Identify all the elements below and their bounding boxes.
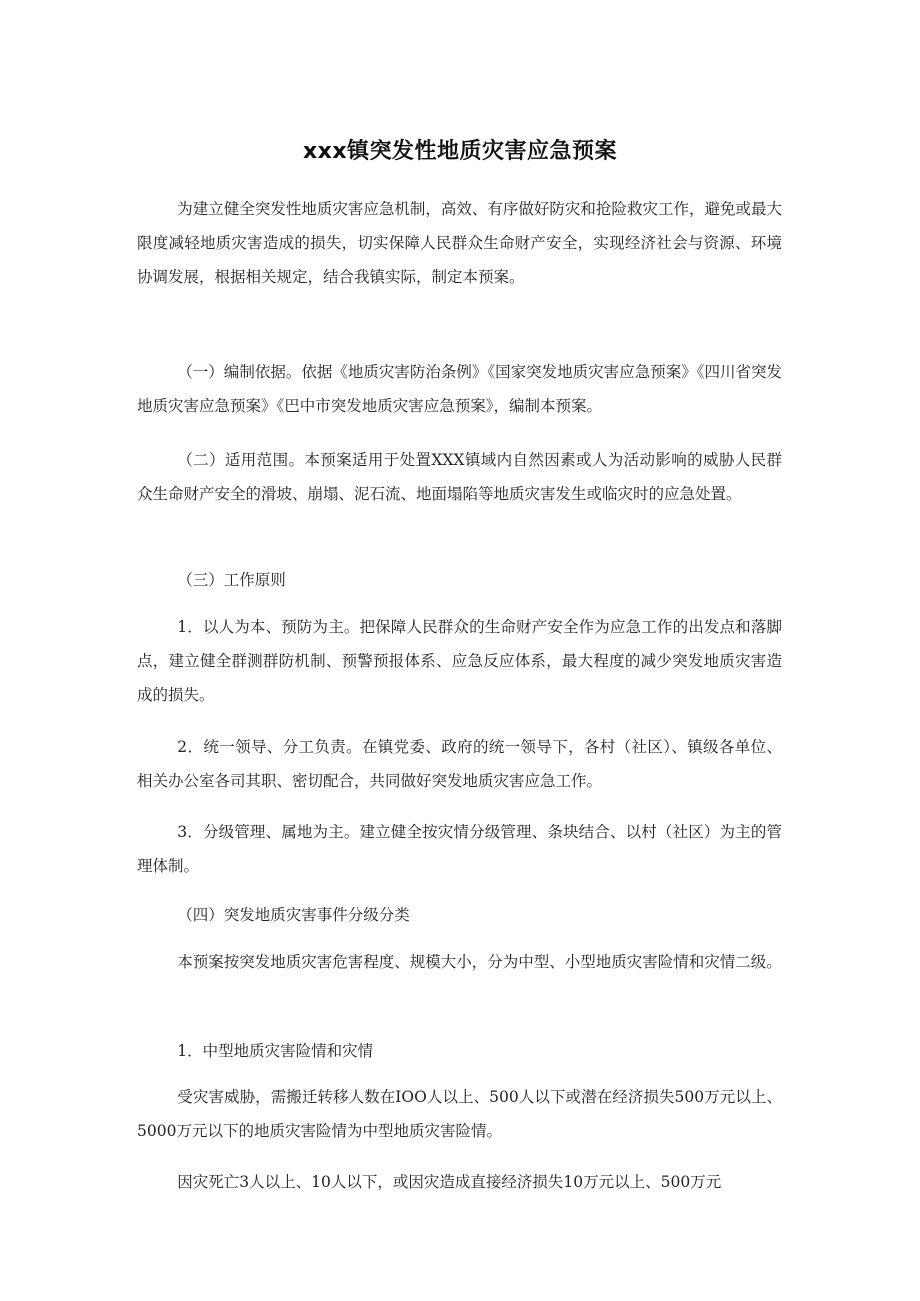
medium-hazard-paragraph: 受灾害威胁，需搬迁转移人数在IOO人以上、500人以下或潜在经济损失500万元以上、5000万元以下的地质灾害险情为中型地质灾害险情。 bbox=[137, 1088, 782, 1140]
principles-heading: （三）工作原则 bbox=[177, 571, 286, 589]
medium-level-heading: 1．中型地质灾害险情和灾情 bbox=[177, 1042, 374, 1060]
medium-disaster-paragraph: 因灾死亡3人以上、10人以下，或因灾造成直接经济损失10万元以上、500万元 bbox=[177, 1173, 722, 1191]
intro-paragraph: 为建立健全突发性地质灾害应急机制，高效、有序做好防灾和抢险救灾工作，避免或最大限度减轻地质灾害造成的损失，切实保障人民群众生命财产安全，实现经济社会与资源、环境协调发展，根据相关规定，结合我镇实际，制定本预案。 bbox=[137, 200, 782, 286]
principle-1-paragraph: 1．以人为本、预防为主。把保障人民群众的生命财产安全作为应急工作的出发点和落脚点，建立健全群测群防机制、预警预报体系、应急反应体系，最大程度的减少突发地质灾害造成的损失。 bbox=[137, 618, 782, 704]
scope-paragraph: （二）适用范围。本预案适用于处置XXX镇域内自然因素或人为活动影响的威胁人民群众生命财产安全的滑坡、崩塌、泥石流、地面塌陷等地质灾害发生或临灾时的应急处置。 bbox=[137, 451, 782, 503]
principle-2-paragraph: 2．统一领导、分工负责。在镇党委、政府的统一领导下，各村（社区）、镇级各单位、相关办公室各司其职、密切配合，共同做好突发地质灾害应急工作。 bbox=[137, 738, 782, 790]
basis-paragraph: （一）编制依据。依据《地质灾害防治条例》《国家突发地质灾害应急预案》《四川省突发地质灾害应急预案》《巴中市突发地质灾害应急预案》，编制本预案。 bbox=[137, 363, 782, 415]
classification-heading: （四）突发地质灾害事件分级分类 bbox=[177, 906, 410, 924]
principle-3-paragraph: 3．分级管理、属地为主。建立健全按灾情分级管理、条块结合、以村（社区）为主的管理体制。 bbox=[137, 823, 782, 875]
document-title: xxx镇突发性地质灾害应急预案 bbox=[302, 139, 618, 164]
classification-paragraph: 本预案按突发地质灾害危害程度、规模大小，分为中型、小型地质灾害险情和灾情二级。 bbox=[177, 953, 782, 971]
